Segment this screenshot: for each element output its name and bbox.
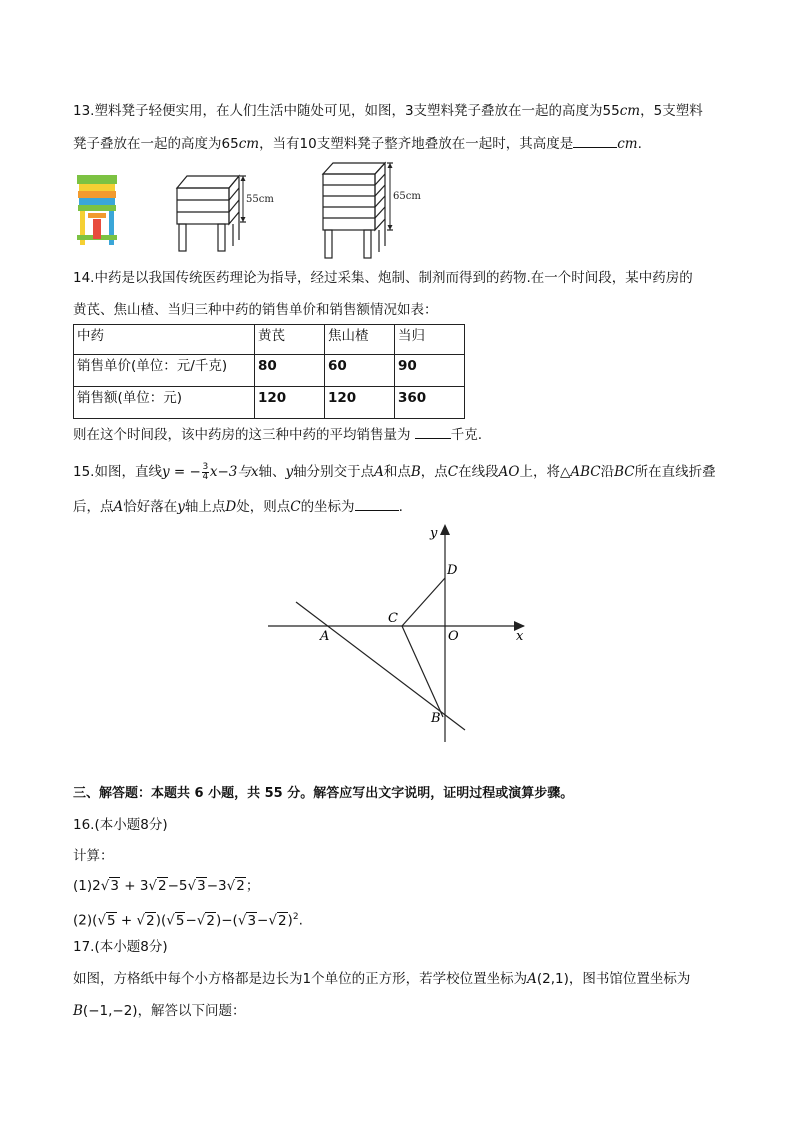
answer-blank (573, 135, 617, 148)
table-header-cell: 当归 (395, 325, 465, 355)
q13-line1 (73, 101, 703, 121)
q16-header: 16.(本小题8分) (73, 817, 168, 833)
q17-header: 17.(本小题8分) (73, 939, 168, 955)
q17-t1: 如图，方格纸中每个小方格都是边长为1个单位的正方形，若学校位置坐标为 (73, 971, 528, 987)
coord-b: (−1,−2) (82, 1003, 138, 1019)
q17-t2: ，图书馆位置坐标为 (568, 971, 691, 987)
table-row (74, 387, 465, 419)
table-header-row (74, 325, 465, 355)
eq-rest: x−3与 (209, 464, 251, 480)
point-b-ref: B (410, 464, 421, 480)
y-axis-ref: y (177, 499, 185, 515)
fraction (202, 463, 209, 482)
m: . (298, 912, 303, 929)
q15-t14: 的坐标为 (300, 499, 355, 515)
fold-diagram (262, 520, 532, 748)
table-header-cell: 焦山楂 (325, 325, 395, 355)
point-c-ref: C (447, 464, 459, 480)
m: )( (155, 912, 167, 929)
q15-line2 (73, 497, 403, 517)
unit-cm: cm (238, 136, 260, 152)
q15-t13: 处，则点 (236, 499, 291, 515)
sales-table (73, 324, 465, 419)
q17-line1 (73, 969, 690, 989)
point-d-ref: D (225, 499, 237, 515)
segment-cb (402, 626, 443, 717)
table-cell: 销售单价(单位：元/千克) (74, 355, 255, 387)
q13-text-d: ，当有10支塑料凳子整齐地叠放在一起时，其高度是 (259, 136, 574, 152)
q13-text-b: ，5支塑料 (640, 103, 703, 119)
q15-t9: 所在直线折叠 (634, 464, 716, 480)
q16-intro: 计算： (73, 848, 114, 864)
radicand: 5 (107, 912, 116, 929)
table-cell: 120 (325, 387, 395, 419)
q13-line2 (73, 134, 642, 154)
frac-num: 3 (202, 461, 209, 472)
table-header-cell: 中药 (74, 325, 255, 355)
x-axis-ref: x (250, 464, 259, 480)
m: ) (287, 912, 293, 929)
y-arrow-icon (440, 524, 450, 535)
m: + (116, 912, 137, 929)
q13-text-a: 13.塑料凳子轻便实用，在人们生活中随处可见，如图，3支塑料凳子叠放在一起的高度为55 (73, 103, 620, 119)
stool-3-diagram (172, 170, 282, 254)
q15-t12: 轴上点 (184, 499, 226, 515)
q16-part2: $(2)(√5 + √2)(√5-√2)-(√3-√2)^2$. (73, 912, 303, 929)
stool-photo (73, 173, 121, 249)
table-cell: 360 (395, 387, 465, 419)
table-cell: 90 (395, 355, 465, 387)
eq-eq: = − (169, 464, 201, 480)
table-cell: 60 (325, 355, 395, 387)
q15-t2: 轴、 (258, 464, 286, 480)
point-a-ref: A (527, 971, 537, 987)
stool-5-diagram (318, 160, 428, 260)
label-x: x (516, 629, 524, 644)
q14-line2: 黄芪、焦山楂、当归三种中药的销售单价和销售额情况如表： (73, 302, 438, 318)
q15-t6: 在线段 (458, 464, 499, 480)
label-y: y (430, 526, 438, 541)
q15-line1 (73, 462, 716, 482)
radicand: 2 (206, 912, 215, 929)
coord-a: (2,1) (536, 971, 569, 987)
segment-ao-ref: AO (498, 464, 520, 480)
m: )−( (215, 912, 238, 929)
label-a: A (320, 629, 330, 644)
label-b: B (431, 711, 441, 726)
m: ； (245, 878, 260, 894)
frac-den: 4 (202, 471, 209, 482)
point-b-ref: B (73, 1003, 83, 1019)
answer-blank (415, 426, 451, 439)
q13-text-c: 凳子叠放在一起的高度为65 (73, 136, 239, 152)
q15-t4: 和点 (383, 464, 411, 480)
radicand: 2 (146, 912, 155, 929)
section-title: 三、解答题：本题共 6 小题，共 55 分。解答应写出文字说明，证明过程或演算步骤。 (73, 786, 574, 801)
radicand: 2 (236, 878, 245, 894)
label-c: C (388, 611, 398, 626)
table-cell: 80 (255, 355, 325, 387)
label-65cm: 65cm (393, 191, 421, 202)
q15-t11: 恰好落在 (123, 499, 178, 515)
q15-t1: 15.如图，直线 (73, 464, 162, 480)
unit-cm: cm (619, 103, 641, 119)
eq-y: y (161, 464, 170, 480)
triangle-abc-ref: ABC (570, 464, 601, 480)
line-bc-ref: BC (614, 464, 635, 480)
table-row (74, 355, 465, 387)
radicand: 3 (110, 878, 119, 894)
point-c-ref: C (290, 499, 301, 515)
label-55cm: 55cm (246, 194, 274, 205)
radicand: 3 (247, 912, 257, 929)
label-o: O (448, 629, 459, 644)
q15-t3: 轴分别交于点 (293, 464, 375, 480)
unit-cm: cm (617, 136, 638, 152)
label-d: D (447, 563, 458, 578)
q14-text-end: 千克. (450, 427, 483, 443)
m: (2)( (73, 912, 98, 929)
radicand: 5 (175, 912, 185, 929)
q15-t15: . (398, 499, 403, 515)
m: − (257, 912, 269, 929)
point-a-ref: A (113, 499, 124, 515)
q14-text: 则在这个时间段，该中药房的这三种中药的平均销售量为 (73, 427, 411, 443)
exponent: 2 (292, 912, 299, 922)
segment-cd (402, 578, 445, 626)
m: − (185, 912, 197, 929)
q14-line3 (73, 425, 482, 445)
m: −5 (167, 878, 188, 894)
table-cell: 120 (255, 387, 325, 419)
q15-t10: 后，点 (73, 499, 114, 515)
q17-t3: ，解答以下问题： (137, 1003, 246, 1019)
y-axis-ref: y (285, 464, 294, 480)
q16-part1: (1)2√3 + 3√2−5√3−3√2； (73, 878, 260, 894)
m: −3 (206, 878, 227, 894)
q15-t5: ，点 (420, 464, 448, 480)
q14-line1: 14.中药是以我国传统医药理论为指导，经过采集、炮制、制剂而得到的药物.在一个时间段，某中药房的 (73, 270, 693, 286)
m: (1)2 (73, 878, 101, 894)
q17-line2 (73, 1001, 246, 1021)
m: + 3 (119, 878, 149, 894)
answer-blank (355, 498, 399, 511)
q15-t8: 沿 (600, 464, 615, 480)
radicand: 2 (277, 912, 287, 929)
table-header-cell: 黄芪 (255, 325, 325, 355)
q15-t7: 上，将△ (519, 464, 571, 480)
radicand: 3 (197, 878, 206, 894)
table-cell: 销售额(单位：元) (74, 387, 255, 419)
q13-text-e: . (637, 136, 642, 152)
point-a-ref: A (374, 464, 384, 480)
radicand: 2 (158, 878, 167, 894)
